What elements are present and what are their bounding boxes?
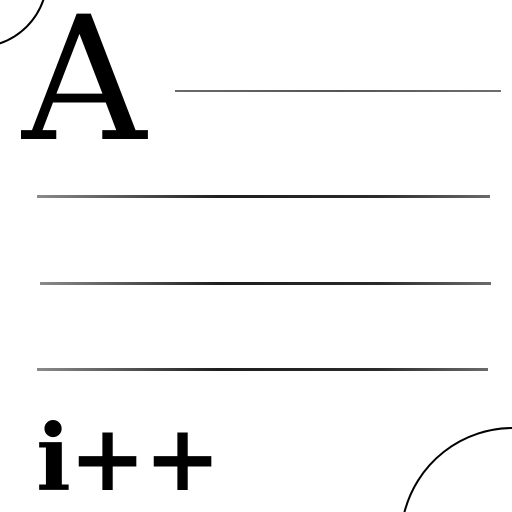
text-line-1 (175, 90, 501, 92)
text-line-2 (37, 195, 490, 198)
letter-a-glyph: A (22, 0, 147, 180)
text-line-3 (40, 282, 491, 285)
increment-label: i++ (36, 404, 220, 512)
text-line-4 (37, 368, 488, 371)
bottom-right-arc (404, 428, 512, 512)
